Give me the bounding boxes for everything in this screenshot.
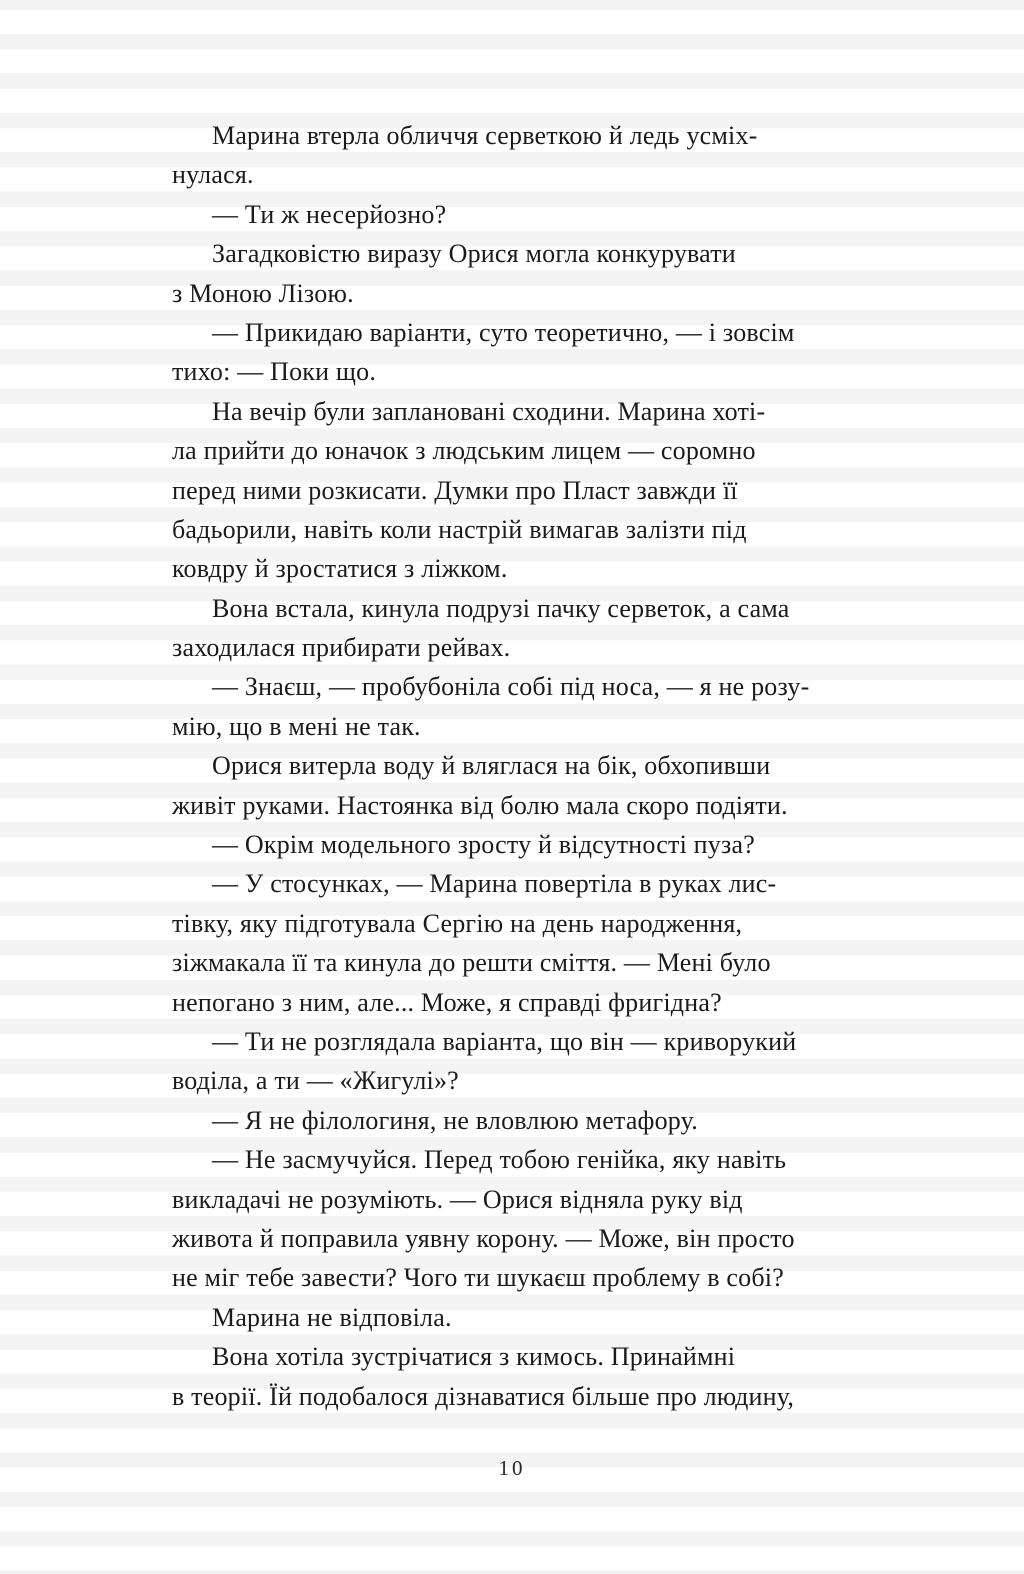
- text-line: Марина втерла обличчя серветкою й ледь усміх-: [212, 121, 758, 150]
- text-line: з Моною Лізою.: [172, 278, 354, 308]
- text-line: перед ними розкисати. Думки про Пласт завжди її: [172, 475, 738, 505]
- text-line: воділа, а ти — «Жигулі»?: [172, 1066, 459, 1096]
- text-line: мію, що в мені не так.: [172, 711, 421, 741]
- text-line: Вона встала, кинула подрузі пачку серветок, а сама: [212, 593, 790, 623]
- text-line: тихо: — Поки що.: [172, 357, 377, 387]
- text-line: — Я не філологиня, не вловлюю метафору.: [212, 1105, 698, 1135]
- text-line: Загадковістю виразу Орися могла конкурувати: [212, 239, 736, 269]
- text-line: — Не засмучуйся. Перед тобою генійка, яку навіть: [212, 1145, 787, 1175]
- text-line: живіт руками. Настоянка від болю мала скоро подіяти.: [172, 790, 788, 820]
- text-line: в теорії. Їй подобалося дізнаватися більше про людину,: [172, 1381, 795, 1411]
- text-line: викладачі не розуміють. — Орися відняла руку від: [172, 1184, 743, 1214]
- text-line: бадьорили, навіть коли настрій вимагав залізти під: [172, 514, 747, 544]
- text-line: — Окрім модельного зросту й відсутності пуза?: [212, 830, 755, 860]
- text-line: непогано з ним, але... Може, я справді фригідна?: [172, 987, 722, 1017]
- text-line: Марина не відповіла.: [212, 1302, 452, 1332]
- text-line: ла прийти до юначок з людським лицем — соромно: [172, 436, 756, 466]
- text-line: — Знаєш, — пробубоніла собі під носа, — я не розу-: [212, 672, 810, 702]
- text-line: заходилася прибирати рейвах.: [172, 633, 511, 663]
- text-line: — Прикидаю варіанти, суто теоретично, — і зовсім: [212, 317, 795, 347]
- text-line: — Ти ж несерйозно?: [212, 199, 447, 229]
- text-line: Вона хотіла зустрічатися з кимось. Принаймні: [212, 1342, 736, 1372]
- text-line: Орися витерла воду й вляглася на бік, обхопивши: [212, 751, 771, 781]
- text-line: — Ти не розглядала варіанта, що він — криворукий: [212, 1026, 797, 1056]
- text-line: нулася.: [172, 160, 254, 190]
- text-line: живота й поправила уявну корону. — Може, він просто: [172, 1223, 795, 1253]
- page-text-block: [172, 116, 872, 1416]
- text-line: не міг тебе завести? Чого ти шукаєш проблему в собі?: [172, 1263, 784, 1293]
- text-line: ковдру й зростатися з ліжком.: [172, 554, 508, 584]
- text-line: На вечір були заплановані сходини. Марина хоті-: [212, 396, 766, 426]
- text-line: — У стосунках, — Марина повертіла в руках лис-: [212, 869, 777, 899]
- page-number: 10: [498, 1456, 526, 1480]
- text-line: тівку, яку підготувала Сергію на день народження,: [172, 908, 743, 938]
- text-line: зіжмакала її та кинула до решти сміття. — Мені було: [172, 948, 771, 978]
